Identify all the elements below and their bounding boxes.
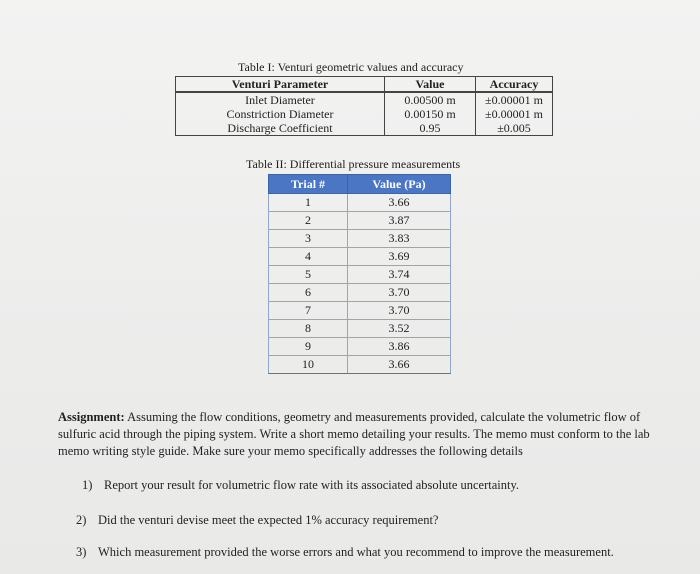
list-item-text: Did the venturi devise meet the expected 1% accuracy requirement?	[98, 513, 439, 527]
pressure-value: 3.74	[348, 266, 451, 284]
table-row	[269, 338, 451, 356]
table-row	[269, 284, 451, 302]
table1-header-accuracy: Accuracy	[476, 77, 553, 93]
table-row	[176, 121, 553, 136]
pressure-value: 3.66	[348, 356, 451, 374]
trial-number: 8	[269, 320, 348, 338]
table-row	[176, 92, 553, 107]
pressure-value: 3.83	[348, 230, 451, 248]
list-item-text: Which measurement provided the worse errors and what you recommend to improve the measurement.	[98, 545, 614, 559]
table-row	[269, 320, 451, 338]
pressure-value: 3.66	[348, 194, 451, 212]
assignment-paragraph	[58, 409, 668, 460]
table-row	[269, 230, 451, 248]
list-item-number: 3)	[76, 545, 87, 559]
list-item	[82, 478, 519, 493]
pressure-value: 3.86	[348, 338, 451, 356]
table1-cell: ±0.00001 m	[476, 92, 553, 107]
table-row	[269, 302, 451, 320]
trial-number: 6	[269, 284, 348, 302]
table1-cell: 0.95	[385, 121, 476, 136]
trial-number: 4	[269, 248, 348, 266]
pressure-value: 3.70	[348, 302, 451, 320]
table1-cell: Discharge Coefficient	[176, 121, 385, 136]
table-row	[176, 107, 553, 121]
trial-number: 2	[269, 212, 348, 230]
trial-number: 3	[269, 230, 348, 248]
table1-header-value: Value	[385, 77, 476, 93]
table1-header-parameter: Venturi Parameter	[176, 77, 385, 93]
table2-header-row	[269, 175, 451, 194]
trial-number: 5	[269, 266, 348, 284]
list-item	[76, 545, 614, 560]
trial-number: 10	[269, 356, 348, 374]
trial-number: 1	[269, 194, 348, 212]
table2-caption: Table II: Differential pressure measurements	[246, 157, 461, 171]
table-row	[269, 194, 451, 212]
table1-cell: ±0.00001 m	[476, 107, 553, 121]
list-item	[76, 513, 438, 528]
table2-header-value: Value (Pa)	[348, 175, 451, 194]
venturi-geometry-table	[175, 76, 553, 136]
table-row	[269, 212, 451, 230]
pressure-value: 3.52	[348, 320, 451, 338]
table2-header-trial: Trial #	[269, 175, 348, 194]
table1-cell: Inlet Diameter	[176, 92, 385, 107]
trial-number: 7	[269, 302, 348, 320]
table-row	[269, 266, 451, 284]
table1-cell: Constriction Diameter	[176, 107, 385, 121]
table1-cell: 0.00150 m	[385, 107, 476, 121]
pressure-measurements-table	[268, 174, 451, 374]
table-row	[269, 356, 451, 374]
table1-caption: Table I: Venturi geometric values and accuracy	[238, 60, 464, 74]
list-item-number: 1)	[82, 478, 93, 492]
pressure-value: 3.87	[348, 212, 451, 230]
list-item-number: 2)	[76, 513, 87, 527]
pressure-value: 3.70	[348, 284, 451, 302]
table-row	[269, 248, 451, 266]
table1-header-row	[176, 77, 553, 93]
table1-cell: 0.00500 m	[385, 92, 476, 107]
assignment-text: Assuming the flow conditions, geometry and measurements provided, calculate the volumetric flow of sulfuric acid through the piping system. Write a short memo detailing your results. The memo must conform to the lab memo writing style guide. Make sure your memo specifically addresses the following details	[58, 410, 650, 458]
assignment-label: Assignment:	[58, 410, 125, 424]
list-item-text: Report your result for volumetric flow rate with its associated absolute uncertainty.	[104, 478, 520, 492]
pressure-value: 3.69	[348, 248, 451, 266]
trial-number: 9	[269, 338, 348, 356]
table1-cell: ±0.005	[476, 121, 553, 136]
